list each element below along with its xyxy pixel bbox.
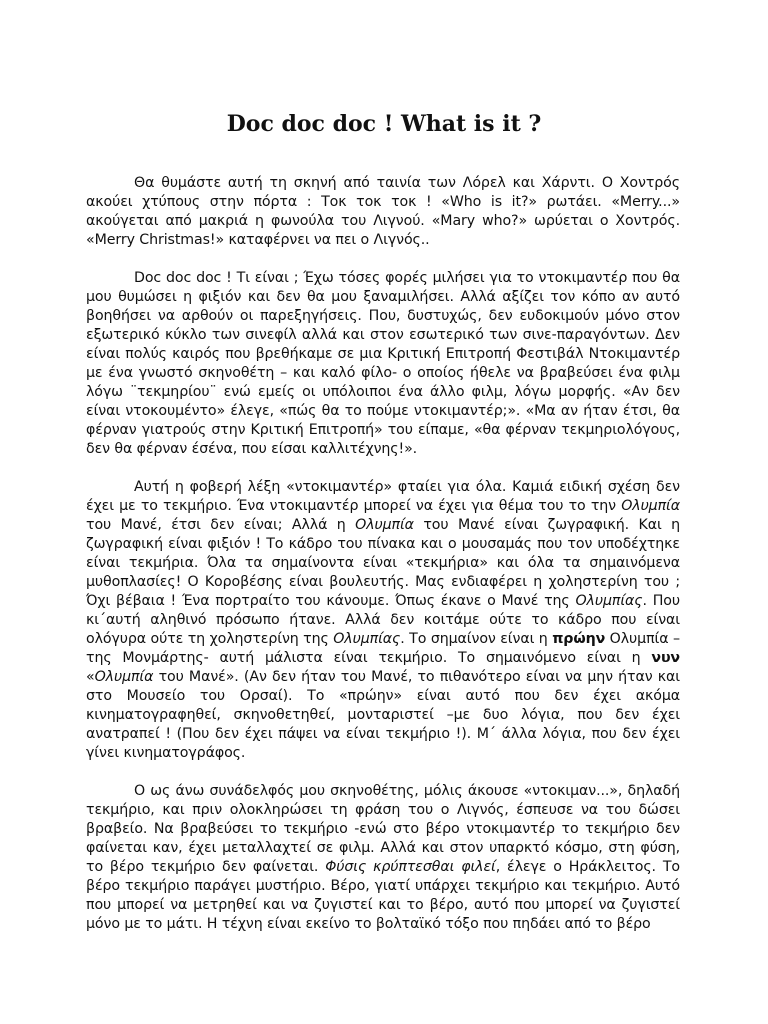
paragraph-text: « [86,669,95,685]
italic-text: Ολυμπία [355,517,414,533]
paragraph-text: Ολυμπία –της Μονμάρτης- αυτή μάλιστα είναι τεκμήριο. Το σημαινόμενο είναι η [86,631,680,666]
paragraph-text: Θα θυμάστε αυτή τη σκηνή από ταινία των Λόρελ και Χάρντι. Ο Χοντρός ακούει χτύπους στην πόρτα : Τοκ τοκ τοκ ! «Who is it?» ρωτάει. «Merry...» ακούγεται από μακριά η φωνούλα του Λιγνού. «Mary who?» ωρύεται ο Χοντρός. «Merry Christmas!» καταφέρνει να πει ο Λιγνός.. [86,175,680,248]
paragraph-text: του Μανέ, έτσι δεν είναι; Αλλά η [86,517,356,533]
body-paragraph [86,782,680,934]
paragraph-text: Αυτή η φοβερή λέξη «ντοκιμαντέρ» φταίει για όλα. Καμιά ειδική σχέση δεν έχει με το τεκμήριο. Ένα ντοκιμαντέρ μπορεί να έχει για θέμα του το την [86,479,680,514]
paragraph-text: . Το σημαίνον είναι η [400,631,553,647]
document-title: Doc doc doc ! What is it ? [226,111,542,137]
body-paragraph [86,269,680,459]
paragraph-text: του Μανέ». (Αν δεν ήταν του Μανέ, το πιθανότερο είναι να μην ήταν και στο Μουσείο του Ορσαί). Το «πρώην» είναι αυτό που δεν έχει ακόμα κινηματογραφηθεί, σκηνοθετηθεί, μονταριστεί –με δυο λόγια, που δεν έχει ανατραπεί ! (Που δεν έχει πάψει να είναι τεκμήριο !). Μ΄ άλλα λόγια, που δεν έχει γίνει κινηματογράφος. [86,669,680,761]
italic-text: Φύσις κρύπτεσθαι φιλεί [325,859,496,875]
italic-text: Ολυμπίας [575,593,643,609]
bold-text: νυν [651,650,680,666]
italic-text: Ολυμπία [621,498,680,514]
paragraph-text: του Μανέ είναι ζωγραφική. Και η ζωγραφική είναι φιξιόν ! Το κάδρο του πίνακα και ο μουσαμάς που τον υποδέχτηκε είναι τεκμήρια. Όλα τα σημαίνοντα είναι «τεκμήρια» και όλα τα σημαινόμενα μυθοπλασίες! Ο Κοροβέσης είναι βουλευτής. Μας ενδιαφέρει η χοληστερίνη του ; Όχι βέβαια ! Ένα πορτραίτο του κάνουμε. Όπως έκανε ο Μανέ της [86,517,680,609]
body-paragraph [86,478,680,763]
paragraph-text: Doc doc doc ! Τι είναι ; Έχω τόσες φορές μιλήσει για το ντοκιμαντέρ που θα μου θυμώσει η φιξιόν και δεν θα μου ξαναμιλήσει. Αλλά αξίζει τον κόπο αν αυτό βοηθήσει να αρθούν οι παρεξηγήσεις. Που, δυστυχώς, δεν ευδοκιμούν μόνο στον εξωτερικό κύκλο των σινεφίλ αλλά και στον εσωτερικό των σινε-παραγόντων. Δεν είναι πολύς καιρός που βρεθήκαμε σε μια Κριτική Επιτροπή Φεστιβάλ Ντοκιμαντέρ με ένα γνωστό σκηνοθέτη – και καλό φίλο- ο οποίος ήθελε να βραβεύσει ένα φιλμ λόγω ¨τεκμηρίου¨ ενώ εμείς οι υπόλοιποι ένα άλλο φιλμ, λόγω μορφής. «Αν δεν είναι ντοκουμέντο» έλεγε, «πώς θα το πούμε ντοκιμαντέρ;». «Μα αν ήταν έτσι, θα φέρναν γιατρούς στην Κριτική Επιτροπή» του είπαμε, «θα φέρναν τεκμηριολόγους, δεν θα φέρναν έσένα, που είσαι καλλιτέχνης!». [86,270,680,457]
document-body [86,174,680,953]
italic-text: Ολυμπία [94,669,154,685]
paragraph-text: . Που κι΄αυτή αληθινό πρόσωπο ήτανε. Αλλά δεν κοιτάμε ούτε το κάδρο που είναι ολόγυρα ούτε τη χοληστερίνη της [86,593,681,647]
body-paragraph [86,174,680,250]
bold-text: πρώην [552,631,606,647]
paragraph-text: , έλεγε ο Ηράκλειτος. Το βέρο τεκμήριο παράγει μυστήριο. Βέρο, γιατί υπάρχει τεκμήριο και τεκμήριο. Αυτό που μπορεί να μετρηθεί και να ζυγιστεί και το βέρο, αυτό που μπορεί να ζυγιστεί μόνο με το μάτι. Η τέχνη είναι εκείνο το βολταϊκό τόξο που πηδάει από το βέρο [86,859,681,932]
italic-text: Ολυμπίας [333,631,401,647]
paragraph-text: Ο ως άνω συνάδελφός μου σκηνοθέτης, μόλις άκουσε «ντοκιμαν...», δηλαδή τεκμήριο, και πριν ολοκληρώσει τη φράση του ο Λιγνός, έσπευσε να του δώσει βραβείο. Να βραβεύσει το τεκμήριο -ενώ στο βέρο ντοκιμαντέρ το τεκμήριο δεν φαίνεται καν, έχει μεταλλαχτεί σε φιλμ. Αλλά και στον υπαρκτό κόσμο, στη φύση, το βέρο τεκμήριο δεν φαίνεται. [86,783,680,875]
